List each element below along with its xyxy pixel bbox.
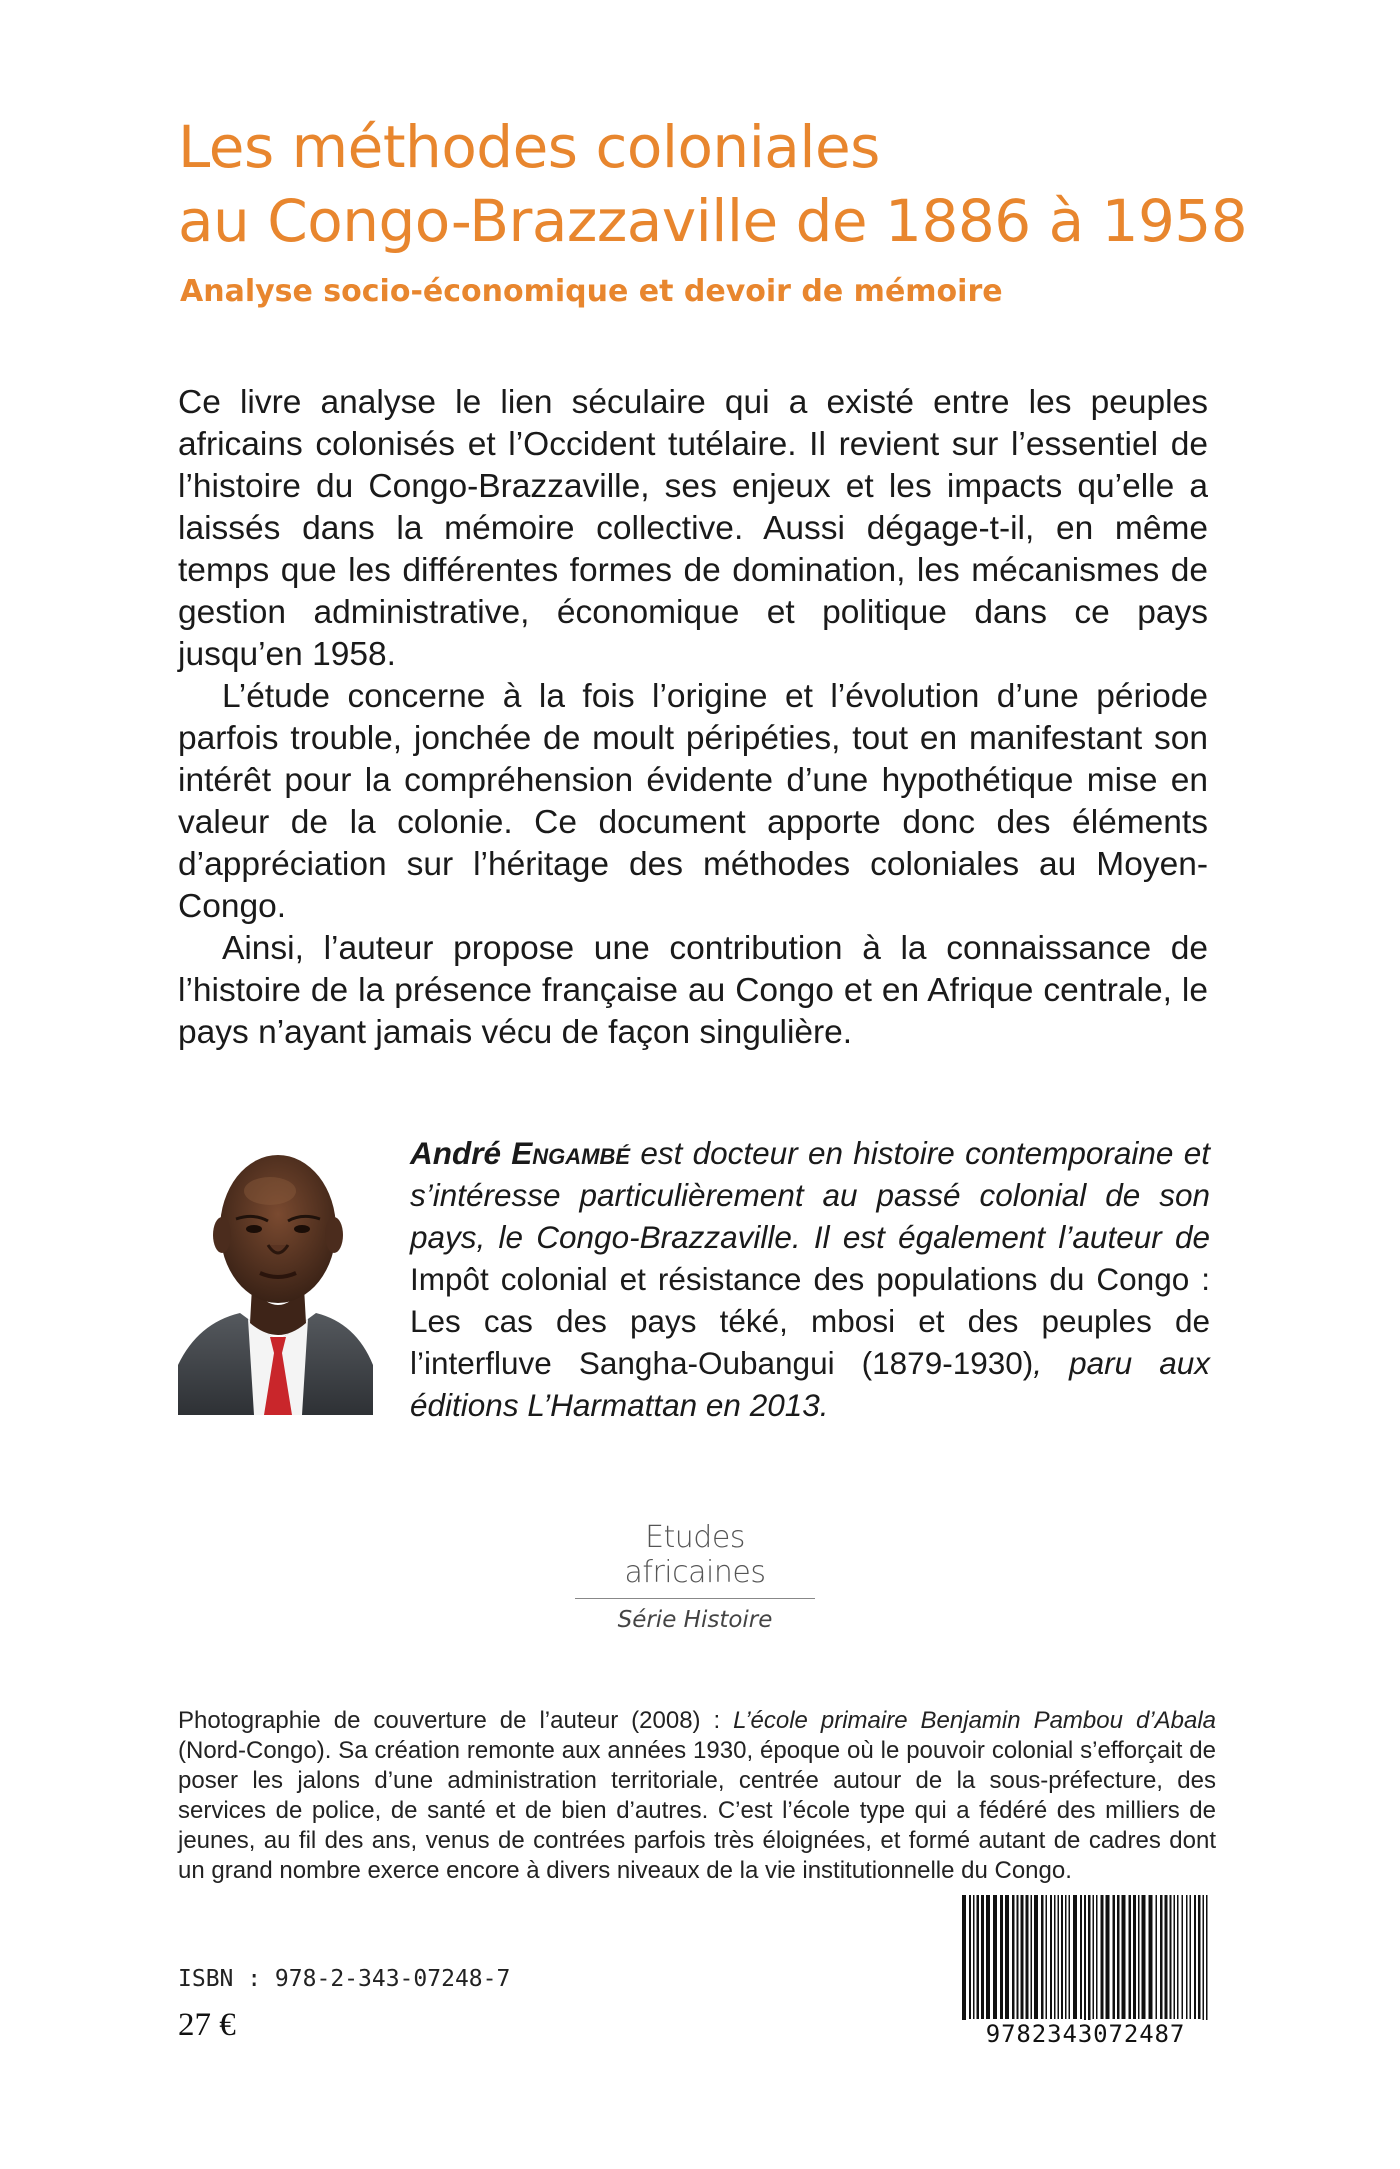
book-subtitle: Analyse socio-économique et devoir de mémoire: [180, 274, 1003, 309]
isbn: ISBN : 978-2-343-07248-7: [178, 1966, 511, 1992]
barcode-bar: [1142, 1895, 1146, 2019]
barcode-bar: [1190, 1895, 1192, 2019]
blurb: [178, 382, 1208, 1054]
barcode-bar: [1165, 1895, 1168, 2019]
barcode-bar: [1046, 1895, 1048, 2019]
barcode-bar: [1080, 1895, 1082, 2019]
barcode-bar: [1061, 1895, 1063, 2019]
photo-credit: [178, 1706, 1216, 1886]
book-title: [178, 110, 1278, 258]
barcode-bar: [1041, 1895, 1044, 2019]
barcode-bar: [1000, 1895, 1003, 2019]
barcode-bar: [1017, 1895, 1019, 2019]
credit-text: (Nord-Congo). Sa création remonte aux années 1930, époque où le pouvoir colonial s’efforçait de poser les jalons d’une administration territoriale, centrée autour de la sous-préfecture, des services de police, de santé et de bien d’autres. C’est l’école type qui a fédéré des milliers de jeunes, au fil des ans, venus de contrées parfois très éloignées, et formé autant de cadres dont un grand nombre exerce encore à divers niveaux de la vie institutionnelle du Congo.: [178, 1737, 1216, 1884]
barcode-bar: [977, 1895, 980, 2019]
barcode-bar: [1065, 1895, 1067, 2019]
bio-book-title: Impôt colonial et résistance des populations du Congo : Les cas des pays téké, mbosi et des peuples de l’interfluve Sangha-Oubangui (1879-1930): [410, 1261, 1210, 1381]
barcode-bar: [1093, 1895, 1095, 2019]
credit-prefix: Photographie de couverture de l’auteur (2008) :: [178, 1707, 721, 1734]
barcode-bar: [1122, 1895, 1126, 2019]
barcode-bar: [986, 1895, 990, 2019]
title-line-1: Les méthodes coloniales: [178, 113, 880, 181]
barcode-bar: [1106, 1895, 1110, 2019]
barcode-bar: [1034, 1895, 1038, 2019]
barcode-bar: [1170, 1895, 1172, 2019]
barcode-bar: [1096, 1895, 1098, 2019]
barcode-bar: [1129, 1895, 1132, 2019]
barcode-bar: [993, 1895, 997, 2019]
title-line-2: au Congo-Brazzaville de 1886 à 1958: [178, 187, 1248, 255]
barcode-bar: [1156, 1895, 1158, 2019]
barcode-bar: [1073, 1895, 1077, 2019]
bio-text-1: est docteur en histoire contemporaine et s’intéresse particulièrement au passé colonial de son pays, le Congo-Brazzaville. Il est également l’auteur de: [410, 1135, 1210, 1255]
price: 27 €: [178, 2007, 236, 2043]
barcode-bar: [981, 1895, 984, 2019]
barcode-bar: [1138, 1895, 1140, 2019]
barcode-number: 9782343072487: [958, 2020, 1213, 2048]
barcode-bar: [1031, 1895, 1033, 2019]
series-subtitle: Série Histoire: [617, 1607, 773, 1633]
barcode-bar: [1182, 1895, 1184, 2019]
bio-text-2: , paru aux éditions L’Harmattan en 2013.: [410, 1345, 1210, 1423]
barcode-bar: [1050, 1895, 1052, 2019]
author-portrait: [178, 1127, 373, 1415]
author-bio: [410, 1132, 1210, 1426]
barcode-bar: [1113, 1895, 1116, 2019]
series-logo: [575, 1520, 815, 1633]
blurb-paragraph: Ainsi, l’auteur propose une contribution à la connaissance de l’histoire de la présence française au Congo et en Afrique centrale, le pays n’ayant jamais vécu de façon singulière.: [178, 930, 1208, 1051]
barcode-bar: [969, 1895, 971, 2019]
barcode-bar: [1177, 1895, 1179, 2019]
barcode-bar: [1054, 1895, 1056, 2019]
barcode-bar: [1101, 1895, 1104, 2019]
blurb-paragraph: Ce livre analyse le lien séculaire qui a existé entre les peuples africains colonisés et l’Occident tutélaire. Il revient sur l’essentiel de l’histoire du Congo-Brazzaville, ses enjeux et les impacts qu’elle a laissés dans la mémoire collective. Aussi dégage-t-il, en même temps que les différentes formes de domination, les mécanismes de gestion administrative, économique et politique dans ce pays jusqu’en 1958.: [178, 384, 1208, 673]
barcode-bar: [1058, 1895, 1060, 2019]
barcode-bar: [1069, 1895, 1071, 2019]
author-last-name: Engambé: [511, 1135, 631, 1171]
barcode-bar: [1186, 1895, 1188, 2019]
barcode-bar: [1198, 1895, 1201, 2019]
barcode-bar: [1194, 1895, 1196, 2019]
barcode-bar: [1149, 1895, 1153, 2019]
barcode-bar: [1160, 1895, 1163, 2019]
barcode-bar: [1117, 1895, 1120, 2019]
barcode-bar: [1133, 1895, 1136, 2019]
barcode-bar: [1021, 1895, 1024, 2019]
blurb-paragraph: L’étude concerne à la fois l’origine et l’évolution d’une période parfois trouble, jonchée de moult péripéties, tout en manifestant son intérêt pour la compréhension évidente d’une hypothétique mise en valeur de la colonie. Ce document apporte donc des éléments d’appréciation sur l’héritage des méthodes coloniales au Moyen-Congo.: [178, 678, 1208, 925]
barcode-bar: [973, 1895, 975, 2019]
author-photo-illustration: [178, 1127, 373, 1415]
barcode-bar: [1012, 1895, 1015, 2019]
author-first-name: André: [410, 1135, 502, 1171]
series-name: Etudes africaines: [575, 1520, 815, 1599]
barcode-bar: [1005, 1895, 1009, 2019]
credit-photo-title: L’école primaire Benjamin Pambou d’Abala: [733, 1707, 1217, 1734]
barcode-bar: [1026, 1895, 1029, 2019]
barcode-bar: [1174, 1895, 1176, 2019]
